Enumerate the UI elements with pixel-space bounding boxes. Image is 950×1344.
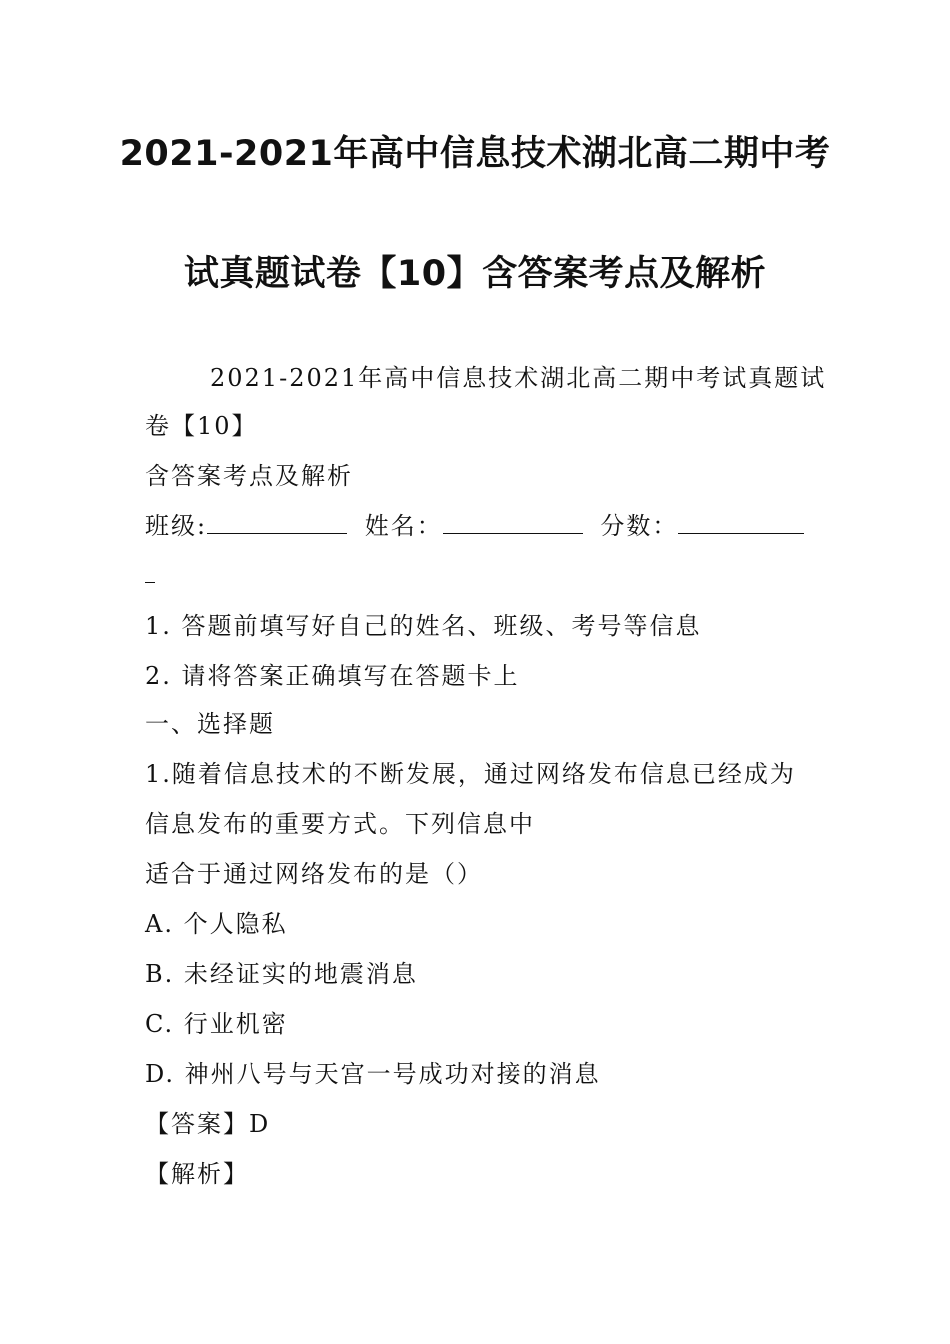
instruction-1: 1. 答题前填写好自己的姓名、班级、考号等信息 xyxy=(145,612,702,640)
option-c: C. 行业机密 xyxy=(145,1010,288,1038)
score-blank-continuation xyxy=(145,582,155,583)
answer-line: 【答案】D xyxy=(145,1110,271,1138)
option-a: A. 个人隐私 xyxy=(145,910,288,938)
score-label: 分数： xyxy=(600,512,679,540)
name-blank[interactable] xyxy=(443,511,583,534)
section-title: 一、选择题 xyxy=(145,710,275,738)
name-label: 姓名： xyxy=(364,512,443,540)
question-stem-line-1: 1.随着信息技术的不断发展，通过网络发布信息已经成为 xyxy=(145,760,796,788)
score-blank[interactable] xyxy=(678,511,804,534)
class-label: 班级: xyxy=(145,512,208,540)
analysis-heading: 【解析】 xyxy=(145,1160,249,1188)
instruction-2: 2. 请将答案正确填写在答题卡上 xyxy=(145,662,520,690)
question-stem-line-2: 信息发布的重要方式。下列信息中 xyxy=(145,810,535,838)
option-b: B. 未经证实的地震消息 xyxy=(145,960,418,988)
option-d: D. 神州八号与天宫一号成功对接的消息 xyxy=(145,1060,601,1088)
intro-line-2: 卷【10】 xyxy=(145,412,258,440)
question-stem-line-3: 适合于通过网络发布的是（） xyxy=(145,860,483,888)
intro-line-1: 2021-2021年高中信息技术湖北高二期中考试真题试 xyxy=(210,364,827,392)
document-title-line-1: 2021-2021年高中信息技术湖北高二期中考 xyxy=(119,134,831,174)
document-title-line-2: 试真题试卷【10】含答案考点及解析 xyxy=(183,254,767,294)
class-blank[interactable] xyxy=(207,511,347,534)
intro-line-3: 含答案考点及解析 xyxy=(145,462,353,490)
student-info-row xyxy=(145,510,804,542)
